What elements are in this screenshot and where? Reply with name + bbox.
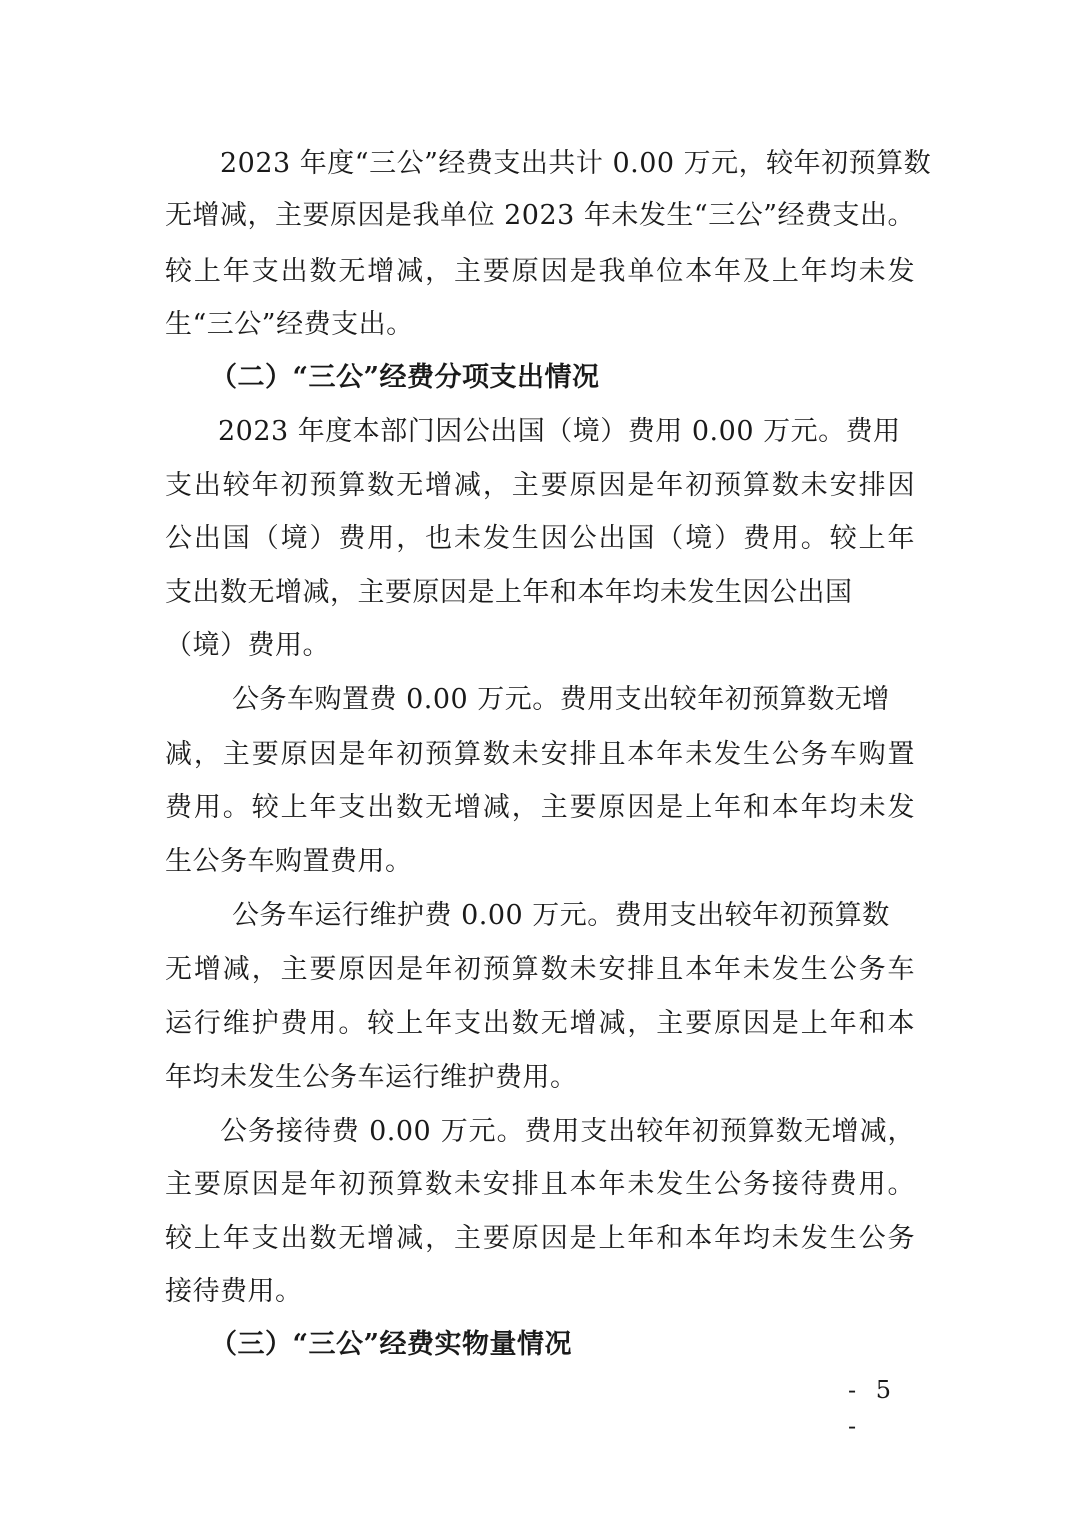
- section-heading-breakdown: （二）“三公”经费分项支出情况: [210, 362, 600, 393]
- paragraph-vehicle-purchase-line-2: 减，主要原因是年初预算数未安排且本年未发生公务车购置: [165, 739, 915, 770]
- section-heading-physical-quantity: （三）“三公”经费实物量情况: [210, 1329, 573, 1360]
- paragraph-vehicle-maintenance-line-2: 无增减，主要原因是年初预算数未安排且本年未发生公务车: [165, 954, 915, 985]
- paragraph-reception-line-2: 主要原因是年初预算数未安排且本年未发生公务接待费用。: [165, 1169, 915, 1200]
- paragraph-reception-line-1: 公务接待费 0.00 万元。费用支出较年初预算数无增减，: [220, 1116, 915, 1147]
- paragraph-total-line-2: 无增减，主要原因是我单位 2023 年未发生“三公”经费支出。: [165, 200, 915, 231]
- paragraph-total-line-1: 2023 年度“三公”经费支出共计 0.00 万元，较年初预算数: [220, 148, 932, 179]
- paragraph-reception-line-4: 接待费用。: [165, 1276, 303, 1307]
- page-number: - 5 -: [848, 1376, 898, 1440]
- paragraph-overseas-line-5: （境）费用。: [165, 630, 330, 661]
- paragraph-vehicle-maintenance-line-3: 运行维护费用。较上年支出数无增减，主要原因是上年和本: [165, 1008, 915, 1039]
- paragraph-vehicle-maintenance-line-1: 公务车运行维护费 0.00 万元。费用支出较年初预算数: [232, 900, 890, 931]
- paragraph-vehicle-purchase-line-1: 公务车购置费 0.00 万元。费用支出较年初预算数无增: [232, 684, 890, 715]
- paragraph-overseas-line-3: 公出国（境）费用，也未发生因公出国（境）费用。较上年: [165, 523, 915, 554]
- paragraph-total-line-4: 生“三公”经费支出。: [165, 309, 414, 340]
- paragraph-overseas-line-2: 支出较年初预算数无增减，主要原因是年初预算数未安排因: [165, 470, 915, 501]
- paragraph-total-line-3: 较上年支出数无增减，主要原因是我单位本年及上年均未发: [165, 256, 915, 287]
- paragraph-vehicle-maintenance-line-4: 年均未发生公务车运行维护费用。: [165, 1062, 578, 1093]
- paragraph-vehicle-purchase-line-4: 生公务车购置费用。: [165, 846, 413, 877]
- paragraph-overseas-line-1: 2023 年度本部门因公出国（境）费用 0.00 万元。费用: [218, 416, 901, 447]
- paragraph-reception-line-3: 较上年支出数无增减，主要原因是上年和本年均未发生公务: [165, 1223, 915, 1254]
- paragraph-overseas-line-4: 支出数无增减，主要原因是上年和本年均未发生因公出国: [165, 577, 853, 608]
- paragraph-vehicle-purchase-line-3: 费用。较上年支出数无增减，主要原因是上年和本年均未发: [165, 792, 915, 823]
